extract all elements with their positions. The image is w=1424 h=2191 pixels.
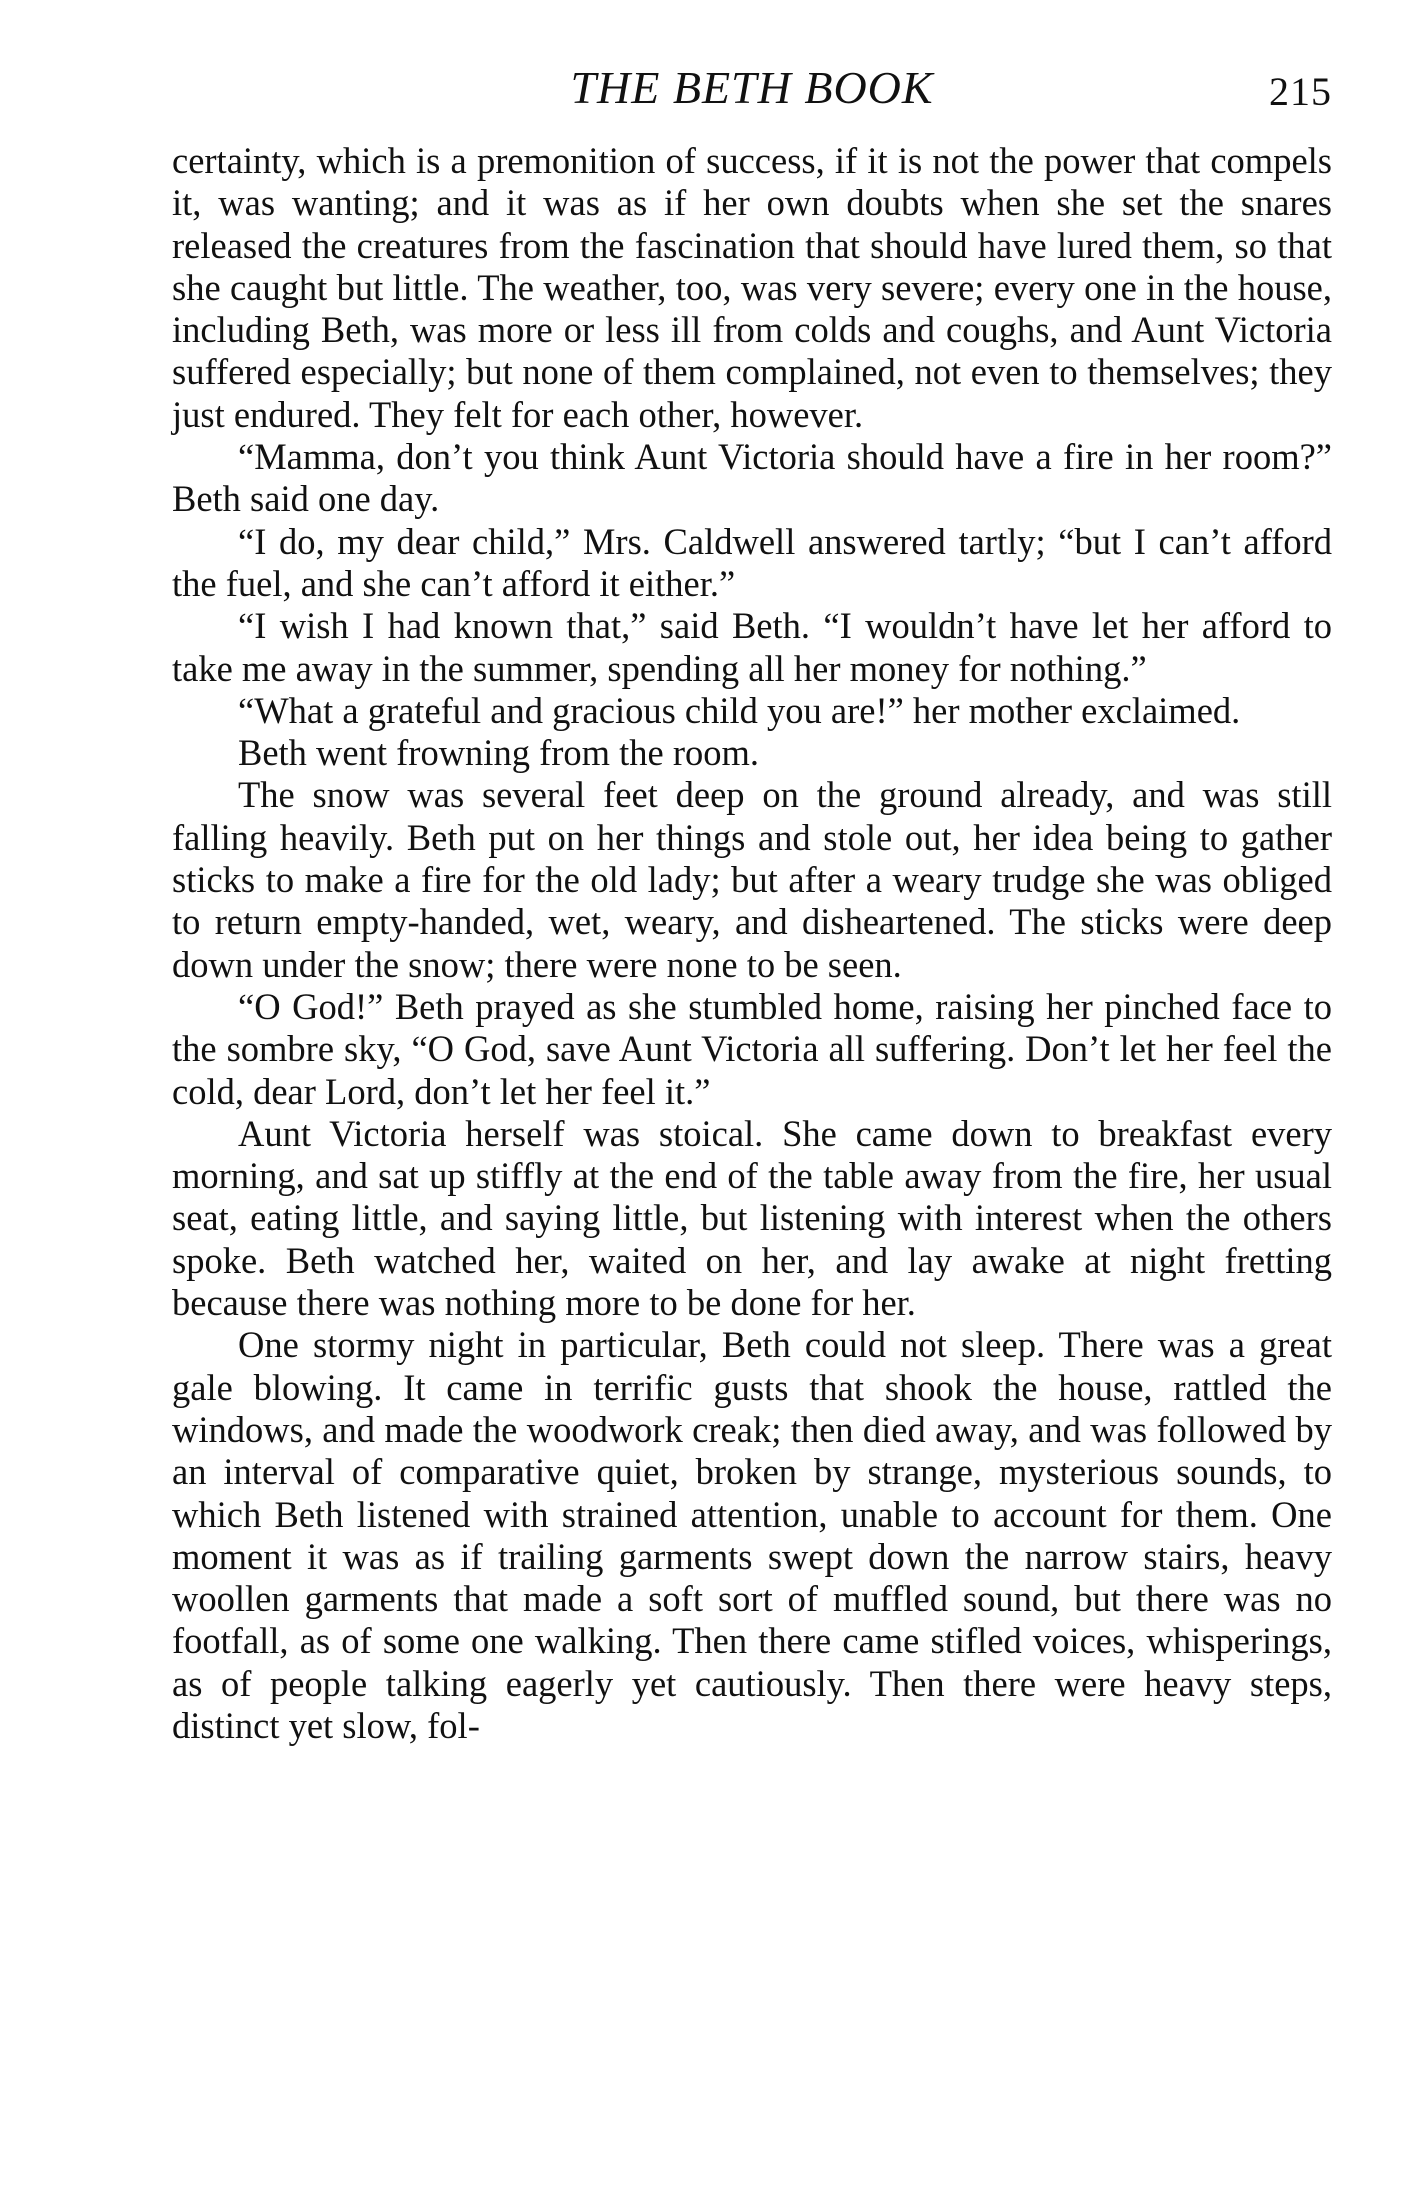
paragraph: One stormy night in particular, Beth could not sleep. There was a great gale blowing. It came in terrific gusts that shook the house, rattled the windows, and made the woodwork creak; then died away, and was followed by an interval of comparative quiet, broken by strange, mysterious sounds, to which Beth listened with strained attention, unable to account for them. One moment it was as if trailing garments swept down the narrow stairs, heavy woollen garments that made a soft sort of muffled sound, but there was no footfall, as of some one walking. Then there came stifled voices, whisperings, as of people talking eagerly yet cautiously. Then there were heavy steps, distinct yet slow, fol-: [172, 1324, 1332, 1746]
paragraph: “I do, my dear child,” Mrs. Caldwell answered tartly; “but I can’t afford the fuel, and she can’t afford it either.”: [172, 520, 1332, 604]
paragraph: The snow was several feet deep on the ground already, and was still falling heavily. Beth put on her things and stole out, her idea being to gather sticks to make a fire for the old lady; but after a weary trudge she was obliged to return empty-handed, wet, weary, and disheartened. The sticks were deep down under the snow; there were none to be seen.: [172, 774, 1332, 985]
book-page: [172, 58, 1332, 1747]
running-head: [172, 58, 1332, 118]
body-text: [172, 140, 1332, 1747]
paragraph: Aunt Victoria herself was stoical. She came down to breakfast every morning, and sat up stiffly at the end of the table away from the fire, her usual seat, eating little, and saying little, but listening with interest when the others spoke. Beth watched her, waited on her, and lay awake at night fretting because there was nothing more to be done for her.: [172, 1112, 1332, 1324]
paragraph: “Mamma, don’t you think Aunt Victoria should have a fire in her room?” Beth said one day.: [172, 436, 1332, 520]
page-number: 215: [1269, 69, 1332, 114]
paragraph: “I wish I had known that,” said Beth. “I wouldn’t have let her afford to take me away in the summer, spending all her money for nothing.”: [172, 605, 1332, 689]
paragraph: “What a grateful and gracious child you are!” her mother exclaimed.: [238, 689, 1241, 731]
paragraph: certainty, which is a premonition of success, if it is not the power that compels it, was wanting; and it was as if her own doubts when she set the snares released the creatures from the fascination that should have lured them, so that she caught but little. The weather, too, was very severe; every one in the house, including Beth, was more or less ill from colds and coughs, and Aunt Victoria suffered especially; but none of them complained, not even to themselves; they just endured. They felt for each other, however.: [172, 140, 1332, 435]
paragraph: “O God!” Beth prayed as she stumbled home, raising her pinched face to the sombre sky, “O God, save Aunt Victoria all suffering. Don’t let her feel the cold, dear Lord, don’t let her feel it.”: [172, 985, 1332, 1112]
paragraph: Beth went frowning from the room.: [238, 732, 760, 774]
running-title: THE BETH BOOK: [570, 62, 934, 113]
